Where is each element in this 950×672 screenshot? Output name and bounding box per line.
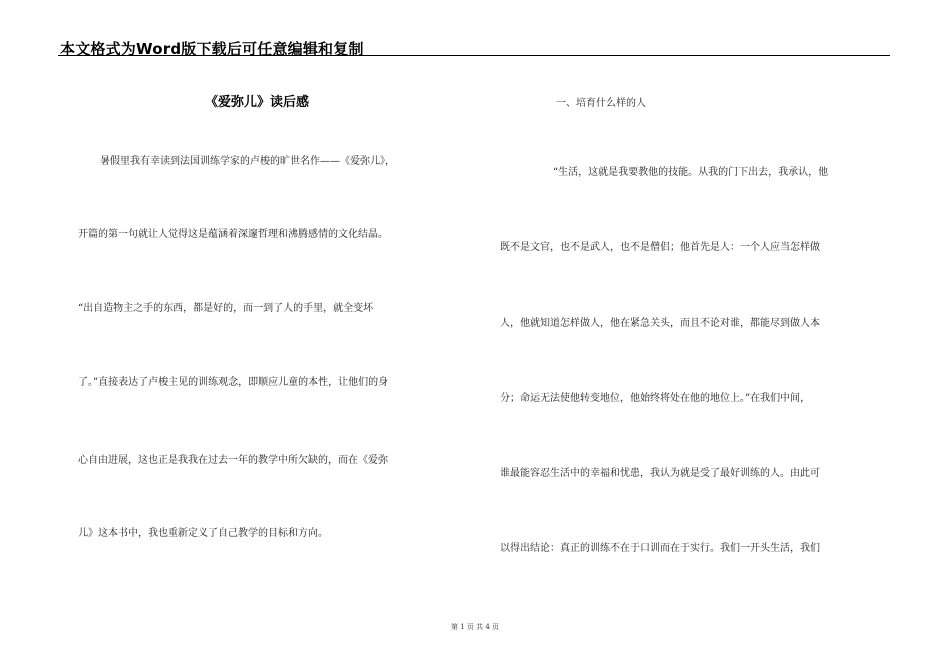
- page-header: 本文格式为Word版下载后可任意编辑和复制: [60, 40, 364, 58]
- right-paragraph-line: 谁最能容忍生活中的幸福和忧患，我认为就是受了最好训练的人。由此可: [500, 468, 820, 479]
- right-paragraph-line: 既不是文官，也不是武人，也不是僧侣；他首先是人：一个人应当怎样做: [500, 242, 820, 253]
- document-title: 《爱弥儿》读后感: [205, 95, 310, 110]
- section-heading: 一、培育什么样的人: [556, 98, 646, 109]
- left-paragraph-line: 儿》这本书中，我也重新定义了自己教学的目标和方向。: [78, 528, 328, 539]
- left-paragraph-line: 开篇的第一句就让人觉得这是蕴涵着深邃哲理和沸腾感情的文化结晶。: [78, 229, 388, 240]
- left-paragraph-line: 了。”直接表达了卢梭主见的训练观念，即顺应儿童的本性，让他们的身: [78, 377, 389, 388]
- page-number-footer: 第 1 页 共 4 页: [450, 623, 500, 631]
- right-paragraph-line: 以得出结论：真正的训练不在于口训而在于实行。我们一开头生活，我们: [500, 543, 820, 554]
- left-paragraph-line: “出自造物主之手的东西，都是好的，而一到了人的手里，就全变坏: [78, 303, 374, 314]
- right-paragraph-line: 分；命运无法使他转变地位，他始终将处在他的地位上。”在我们中间，: [500, 393, 811, 404]
- right-paragraph-line: “生活，这就是我要教他的技能。从我的门下出去，我承认，他: [553, 167, 829, 178]
- header-divider: [58, 55, 890, 56]
- right-paragraph-line: 人，他就知道怎样做人，他在紧急关头，而且不论对谁，都能尽到做人本: [500, 318, 820, 329]
- left-paragraph-line: 暑假里我有幸读到法国训练学家的卢梭的旷世名作——《爱弥儿》，: [100, 156, 395, 167]
- left-paragraph-line: 心自由进展，这也正是我我在过去一年的教学中所欠缺的，而在《爱弥: [78, 455, 388, 466]
